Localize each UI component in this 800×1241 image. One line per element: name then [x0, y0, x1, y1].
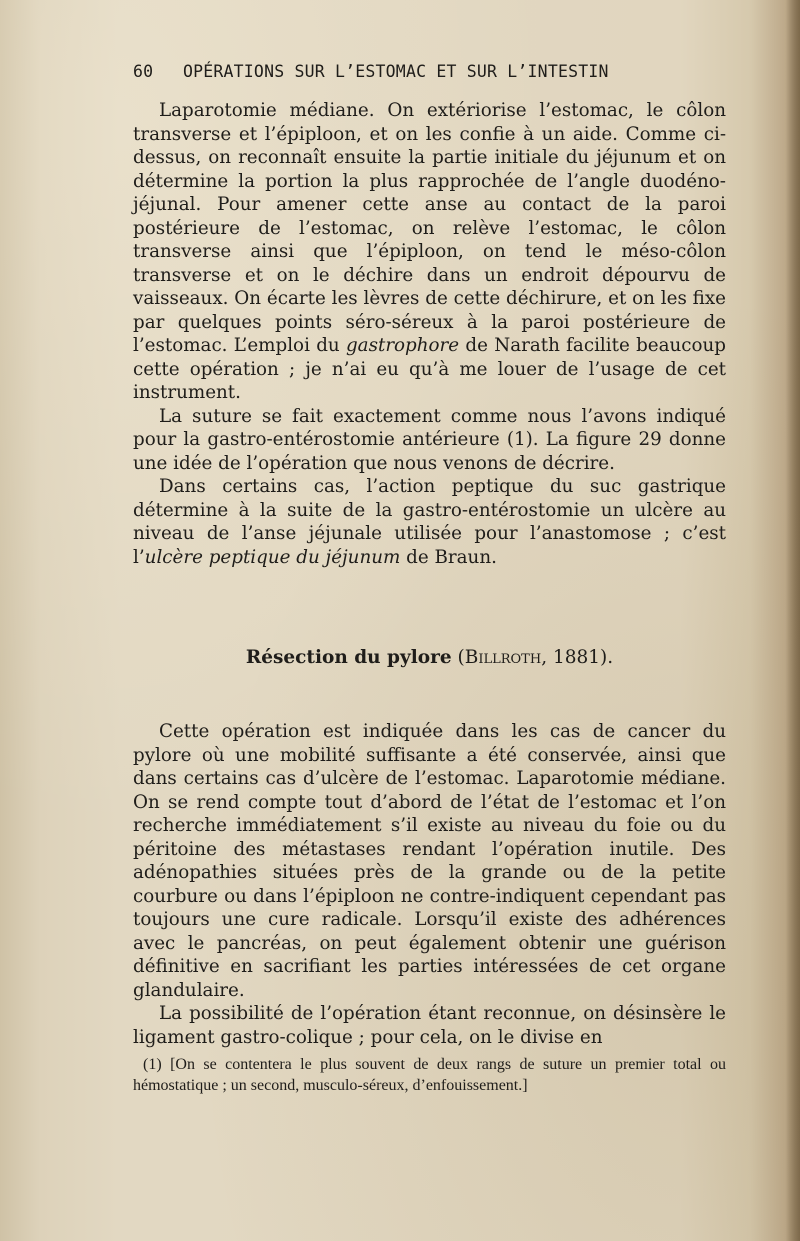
section-title: Résection du pylore	[245, 647, 452, 668]
paragraph-text: Laparotomie médiane. On extériorise l’estomac, le côlon transverse et l’épiploon, et on les confie à un aide. Comme ci-dessus, on reconnaît ensuite la partie initiale du jéjunum et on détermine la portion la plus rapprochée de l’angle duodéno-jéjunal. Pour amener cette anse au contact de la paroi postérieure de l’estomac, on relève l’estomac, le côlon transverse ainsi que l’épiploon, on tend le méso-côlon transverse et on le déchire dans un endroit dépourvu de vaisseaux. On écarte les lèvres de cette déchirure, et on les fixe par quelques points séro-séreux à la paroi postérieure de l’estomac. L’emploi du	[133, 100, 726, 356]
footnote	[133, 1054, 726, 1096]
running-title: OPÉRATIONS SUR L’ESTOMAC ET SUR L’INTESTIN	[183, 62, 609, 81]
paragraph-text: Dans certains cas, l’action peptique du suc gastrique détermine à la suite de la gastro-entérostomie un ulcère au niveau de l’anse jéjunale utilisée pour l’anastomose ; c’est l’	[133, 476, 726, 568]
italic-term: ulcère peptique du jéjunum	[144, 546, 401, 568]
heading-author: Billroth	[464, 647, 542, 668]
paragraph: La suture se fait exactement comme nous l’avons indiqué pour la gastro-entérostomie antérieure (1). La figure 29 donne une idée de l’opération que nous venons de décrire.	[133, 405, 726, 474]
section-heading	[133, 646, 726, 670]
paragraph-text: de Narath facilite beaucoup cette opération ; je n’ai eu qu’à me louer de l’usage de cet instrument.	[133, 335, 726, 403]
heading-open: (	[457, 647, 465, 668]
heading-sep: ,	[541, 647, 553, 668]
heading-close: ).	[600, 647, 614, 668]
page-gutter-shadow	[786, 0, 800, 1241]
paragraph	[133, 99, 726, 405]
footnote-text: (1) [On se contentera le plus souvent de deux rangs de suture un premier total ou hémostatique ; un second, musculo-séreux, d’enfouissement.]	[133, 1056, 726, 1094]
section-1-body	[133, 99, 726, 569]
running-header	[133, 62, 733, 81]
section-2-body	[133, 720, 726, 1049]
paragraph: Cette opération est indiquée dans les cas de cancer du pylore où une mobilité suffisante a été conservée, ainsi que dans certains cas d’ulcère de l’estomac. Laparotomie médiane. On se rend compte tout d’abord de l’état de l’estomac et l’on recherche immédiatement s’il existe au niveau du foie ou du péritoine des métastases rendant l’opération inutile. Des adénopathies situées près de la grande ou de la petite courbure ou dans l’épiploon ne contre-indiquent cependant pas toujours une cure radicale. Lorsqu’il existe des adhérences avec le pancréas, on peut également obtenir une guérison définitive en sacrifiant les parties intéressées de cet organe glandulaire.	[133, 721, 726, 1001]
paragraph-text: de Braun.	[400, 546, 497, 568]
italic-term: gastrophore	[345, 335, 460, 356]
page-number: 60	[133, 62, 154, 81]
paragraph	[133, 475, 726, 569]
heading-year: 1881	[552, 647, 601, 668]
paragraph: La possibilité de l’opération étant reconnue, on désinsère le ligament gastro-colique ; pour cela, on le divise en	[133, 1003, 726, 1048]
